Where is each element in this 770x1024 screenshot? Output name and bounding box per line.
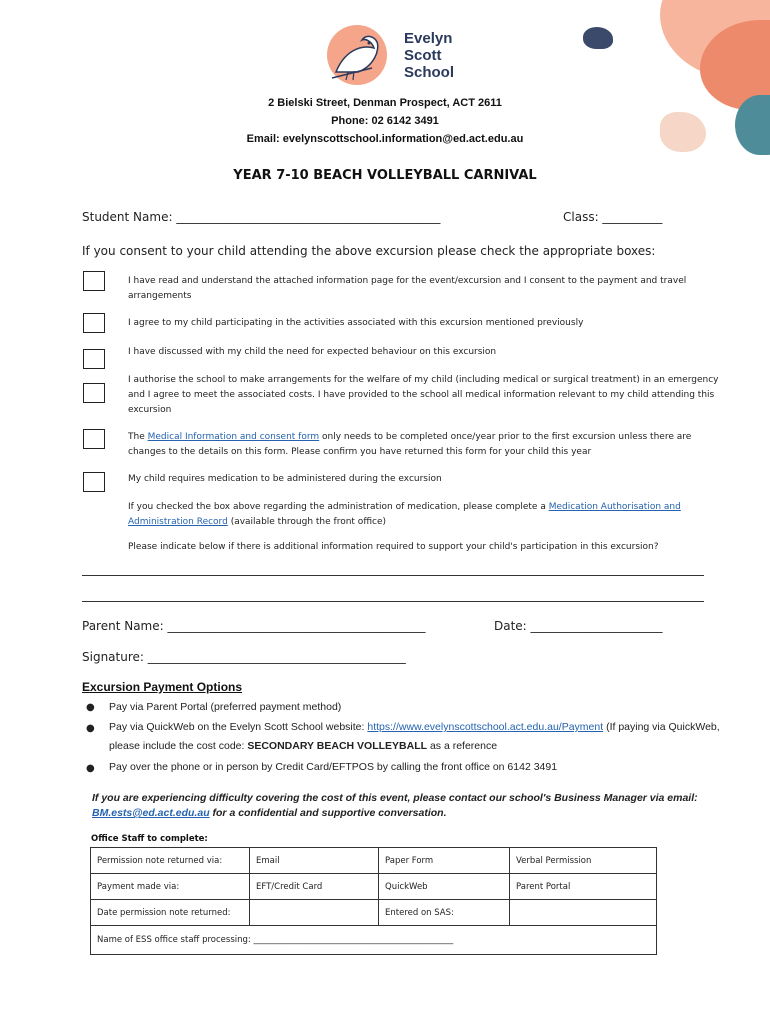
consent-checkbox-2[interactable] [83,313,105,333]
consent-checkbox-3[interactable] [83,349,105,369]
consent-text-6: My child requires medication to be administered during the excursion [128,474,442,484]
payment-website-link[interactable]: https://www.evelynscottschool.act.edu.au/Payment [367,721,604,733]
payment-option-2-pre: Pay via QuickWeb on the Evelyn Scott School website: [109,721,368,733]
medication-note [128,500,728,530]
parent-name-field[interactable]: Parent Name: ___________________________________________ [82,619,426,633]
additional-info-line-2[interactable] [82,601,704,602]
consent-checkbox-5[interactable] [83,429,105,449]
medication-note-post: (available through the front office) [227,517,387,527]
bullet-icon: ● [86,763,95,774]
table-row [91,874,657,900]
table-cell: Date permission note returned: [91,900,250,926]
business-manager-email-link[interactable]: BM.ests@ed.act.edu.au [92,807,210,819]
form-title: YEAR 7-10 BEACH VOLLEYBALL CARNIVAL [233,168,537,183]
medical-info-form-link[interactable]: Medical Information and consent form [147,432,320,442]
financial-difficulty-note [92,791,742,821]
table-row [91,848,657,874]
bird-logo-icon [322,22,392,88]
table-cell[interactable]: Paper Form [379,848,510,874]
consent-checkbox-4[interactable] [83,383,105,403]
table-cell[interactable]: Verbal Permission [510,848,657,874]
table-cell[interactable] [510,900,657,926]
additional-info-prompt: Please indicate below if there is additional information required to support your child's participation in this excursion? [128,542,659,552]
table-cell: Entered on SAS: [379,900,510,926]
medication-note-pre: If you checked the box above regarding the administration of medication, please complete a [128,502,549,512]
difficulty-note-post: for a confidential and supportive conversation. [209,807,447,819]
payment-option-2-mid: (If paying via QuickWeb, please include the cost code: [109,721,720,752]
table-cell[interactable]: Parent Portal [510,874,657,900]
phone-value: 02 6142 3491 [371,115,439,127]
additional-info-line-1[interactable] [82,575,704,576]
bullet-icon: ● [86,723,95,734]
school-name-line-3: School [404,64,455,81]
difficulty-note-pre: If you are experiencing difficulty covering the cost of this event, please contact our school's Business Manager via email: [92,792,698,804]
payment-option-2 [109,718,739,756]
table-cell[interactable]: QuickWeb [379,874,510,900]
table-row [91,900,657,926]
consent-prompt: If you consent to your child attending the above excursion please check the appropriate boxes: [82,244,656,258]
consent-checkbox-1[interactable] [83,271,105,291]
payment-option-3: Pay over the phone or in person by Credit Card/EFTPOS by calling the front office on 6142 3491 [109,761,558,773]
school-name-line-1: Evelyn [404,30,453,47]
phone-label: Phone: [331,115,369,127]
student-name-field[interactable]: Student Name: ____________________________________________ [82,210,441,224]
table-cell[interactable] [250,900,379,926]
consent-text-2: I agree to my child participating in the activities associated with this excursion mentioned previously [128,318,584,328]
consent-checkbox-6[interactable] [83,472,105,492]
table-cell[interactable]: Name of ESS office staff processing: _______________________________________________ [91,926,657,955]
table-cell: Payment made via: [91,874,250,900]
signature-field[interactable]: Signature: ___________________________________________ [82,650,406,664]
table-cell[interactable]: EFT/Credit Card [250,874,379,900]
office-staff-table [90,847,657,955]
email-label: Email: [246,133,280,145]
bullet-icon: ● [86,702,95,713]
consent-text-5-post: only needs to be completed once/year prior to the first excursion unless there are changes to the details on this form. Please confirm you have returned this form for your child this year [128,432,692,457]
decor-shape-navy [583,27,613,49]
consent-text-5 [128,430,728,460]
school-logo [322,22,392,88]
table-row [91,926,657,955]
consent-text-4: I authorise the school to make arrangements for the welfare of my child (including medical or surgical treatment) in an emergency and I agree to meet the associated costs. I have provided to the school all medical information relevant to my child attending this excursion [128,375,719,415]
medication-record-link[interactable]: Medication Authorisation and Administration Record [128,502,681,527]
table-cell[interactable]: Email [250,848,379,874]
office-staff-title: Office Staff to complete: [91,834,208,844]
school-name [404,30,454,81]
payment-options-title: Excursion Payment Options [82,680,243,694]
school-phone [0,115,770,127]
class-field[interactable]: Class: __________ [563,210,663,224]
school-name-line-2: Scott [404,47,442,64]
school-address: 2 Bielski Street, Denman Prospect, ACT 2611 [268,97,502,109]
consent-text-5-pre: The [128,432,148,442]
cost-code: SECONDARY BEACH VOLLEYBALL [247,740,428,752]
table-cell: Permission note returned via: [91,848,250,874]
email-value: evelynscottschool.information@ed.act.edu.au [282,133,524,145]
date-field[interactable]: Date: ______________________ [494,619,663,633]
consent-text-1: I have read and understand the attached information page for the event/excursion and I consent to the payment and travel arrangements [128,276,687,301]
payment-option-1: Pay via Parent Portal (preferred payment method) [109,701,342,713]
school-email [0,133,770,145]
consent-text-3: I have discussed with my child the need for expected behaviour on this excursion [128,347,497,357]
payment-option-2-post: as a reference [427,740,498,752]
